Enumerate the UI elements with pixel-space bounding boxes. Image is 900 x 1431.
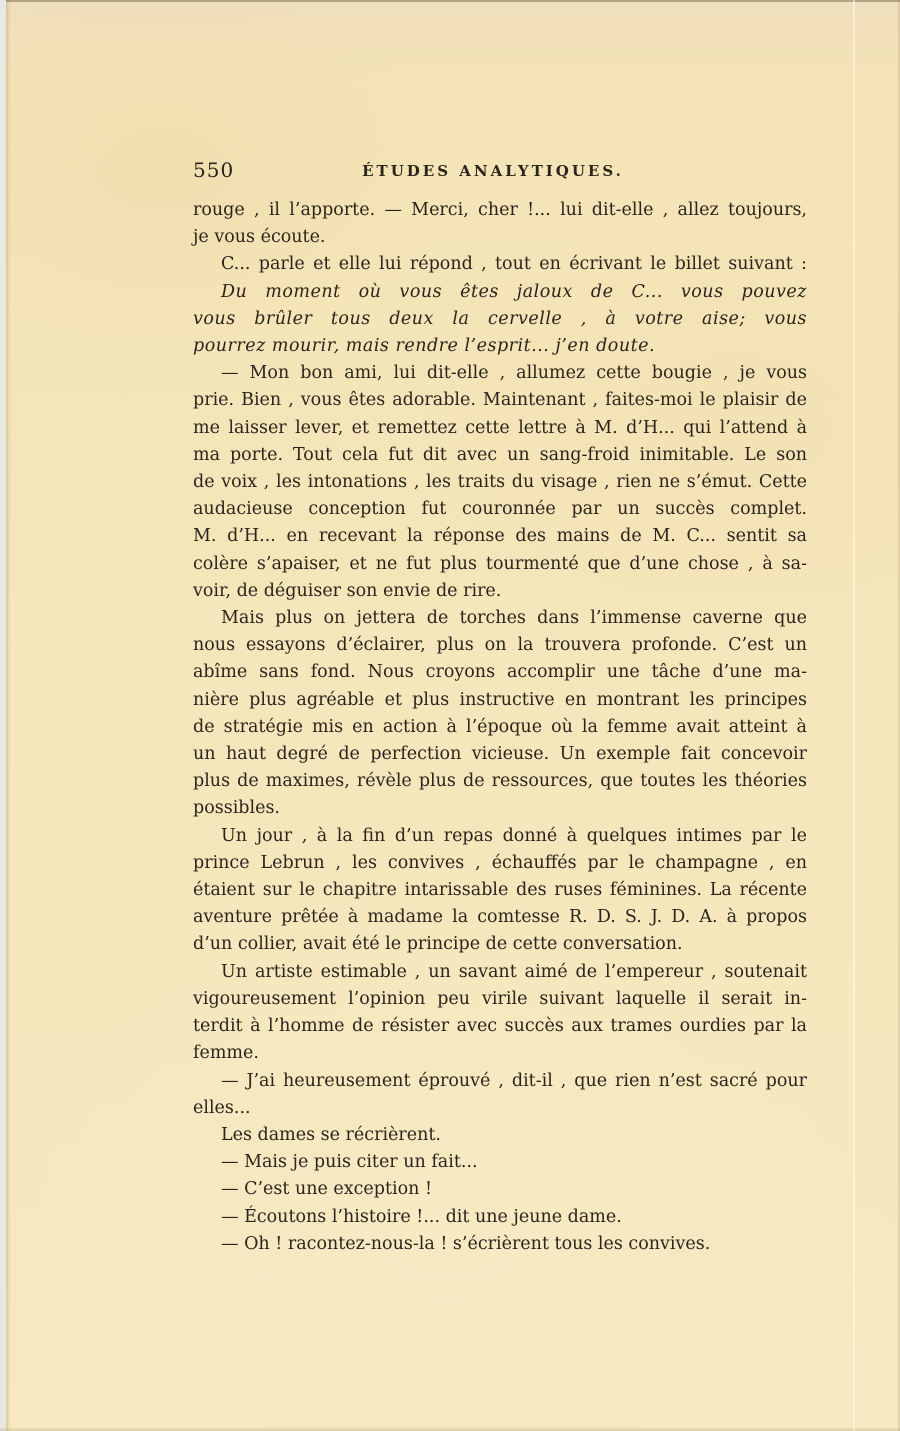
paragraph bbox=[193, 1068, 807, 1122]
paragraph bbox=[193, 605, 807, 823]
paragraph bbox=[193, 1122, 807, 1149]
paragraph bbox=[193, 1149, 807, 1176]
text-line: — J’ai heureusement éprouvé , dit-il , que rien n’est sacré pour bbox=[221, 1070, 807, 1091]
text-line: rouge , il l’apporte. — Merci, cher !... lui dit-elle , allez toujours, bbox=[193, 200, 807, 220]
text-line: — Mon bon ami, lui dit-elle , allumez cette bougie , je vous bbox=[221, 363, 807, 384]
page-number: 550 bbox=[193, 158, 235, 182]
paragraph bbox=[193, 959, 807, 1068]
text-line: voir, de déguiser son envie de rire. bbox=[193, 580, 502, 601]
text-line: Un artiste estimable , un savant aimé de l’empereur , soutenait bbox=[221, 961, 807, 982]
text-line: prince Lebrun , les convives , échauffés par le champagne , en bbox=[193, 852, 807, 873]
scan-edge-bottom bbox=[0, 1427, 900, 1431]
text-line: terdit à l’homme de résister avec succès aux trames ourdies par la bbox=[193, 1016, 807, 1037]
paragraph bbox=[193, 197, 807, 251]
text-line: abîme sans fond. Nous croyons accomplir une tâche d’une ma- bbox=[193, 662, 807, 683]
text-line: un haut degré de perfection vicieuse. Un exemple fait concevoir bbox=[193, 744, 807, 765]
paragraph bbox=[193, 1204, 807, 1231]
text-line: C... parle et elle lui répond , tout en écrivant le billet suivant : bbox=[221, 254, 807, 275]
text-line: plus de maximes, révèle plus de ressources, que toutes les théories bbox=[193, 771, 807, 792]
text-line: colère s’apaiser, et ne fut plus tourmenté que d’une chose , à sa- bbox=[193, 553, 807, 574]
text-line: audacieuse conception fut couronnée par un succès complet. bbox=[193, 499, 807, 520]
text-line: possibles. bbox=[193, 798, 280, 819]
page-header bbox=[193, 158, 807, 184]
text-line: Mais plus on jettera de torches dans l’immense caverne que bbox=[221, 608, 807, 629]
text-line: de voix , les intonations , les traits du visage , rien ne s’émut. Cette bbox=[193, 472, 807, 493]
text-line: étaient sur le chapitre intarissable des ruses féminines. La récente bbox=[193, 880, 807, 901]
text-line: prie. Bien , vous êtes adorable. Maintenant , faites-moi le plaisir de bbox=[193, 390, 807, 411]
text-line: me laisser lever, et remettez cette lettre à M. d’H... qui l’attend à bbox=[193, 417, 807, 438]
text-line: vous brûler tous deux la cervelle , à votre aise; vous bbox=[193, 308, 807, 329]
text-line: de stratégie mis en action à l’époque où la femme avait atteint à bbox=[193, 716, 807, 737]
text-line: ma porte. Tout cela fut dit avec un sang-froid inimitable. Le son bbox=[193, 444, 807, 465]
text-line: pourrez mourir, mais rendre l’esprit... j’en doute. bbox=[193, 336, 656, 357]
text-line: — Écoutons l’histoire !... dit une jeune dame. bbox=[221, 1206, 622, 1227]
text-line: — Mais je puis citer un fait... bbox=[221, 1152, 478, 1173]
text-line: je vous écoute. bbox=[193, 227, 326, 248]
text-line: aventure prêtée à madame la comtesse R. D. S. J. D. A. à propos bbox=[193, 907, 807, 928]
paragraph bbox=[193, 823, 807, 959]
paragraph bbox=[193, 279, 807, 361]
text-line: nière plus agréable et plus instructive en montrant les principes bbox=[193, 689, 807, 710]
paragraph bbox=[193, 360, 807, 605]
text-line: d’un collier, avait été le principe de cette conversation. bbox=[193, 934, 683, 955]
paragraph bbox=[193, 1176, 807, 1203]
text-line: Du moment où vous êtes jaloux de C... vous pouvez bbox=[221, 281, 807, 302]
text-line: Un jour , à la fin d’un repas donné à quelques intimes par le bbox=[221, 825, 807, 846]
paragraph bbox=[193, 251, 807, 278]
text-body bbox=[193, 197, 807, 1258]
running-title: ÉTUDES ANALYTIQUES. bbox=[362, 162, 624, 180]
scan-edge-top bbox=[0, 0, 900, 2]
paragraph bbox=[193, 1231, 807, 1258]
text-line: M. d’H... en recevant la réponse des mains de M. C... sentit sa bbox=[193, 526, 807, 547]
text-line: vigoureusement l’opinion peu virile suivant laquelle il serait in- bbox=[193, 988, 807, 1009]
text-line: elles... bbox=[193, 1097, 251, 1118]
text-line: — Oh ! racontez-nous-la ! s’écrièrent tous les convives. bbox=[221, 1233, 711, 1254]
scan-edge-left bbox=[0, 0, 6, 1431]
text-line: nous essayons d’éclairer, plus on la trouvera profonde. C’est un bbox=[193, 635, 807, 656]
text-line: Les dames se récrièrent. bbox=[221, 1124, 441, 1145]
paper-crease bbox=[853, 0, 855, 1431]
text-line: femme. bbox=[193, 1043, 259, 1064]
text-line: — C’est une exception ! bbox=[221, 1179, 433, 1200]
